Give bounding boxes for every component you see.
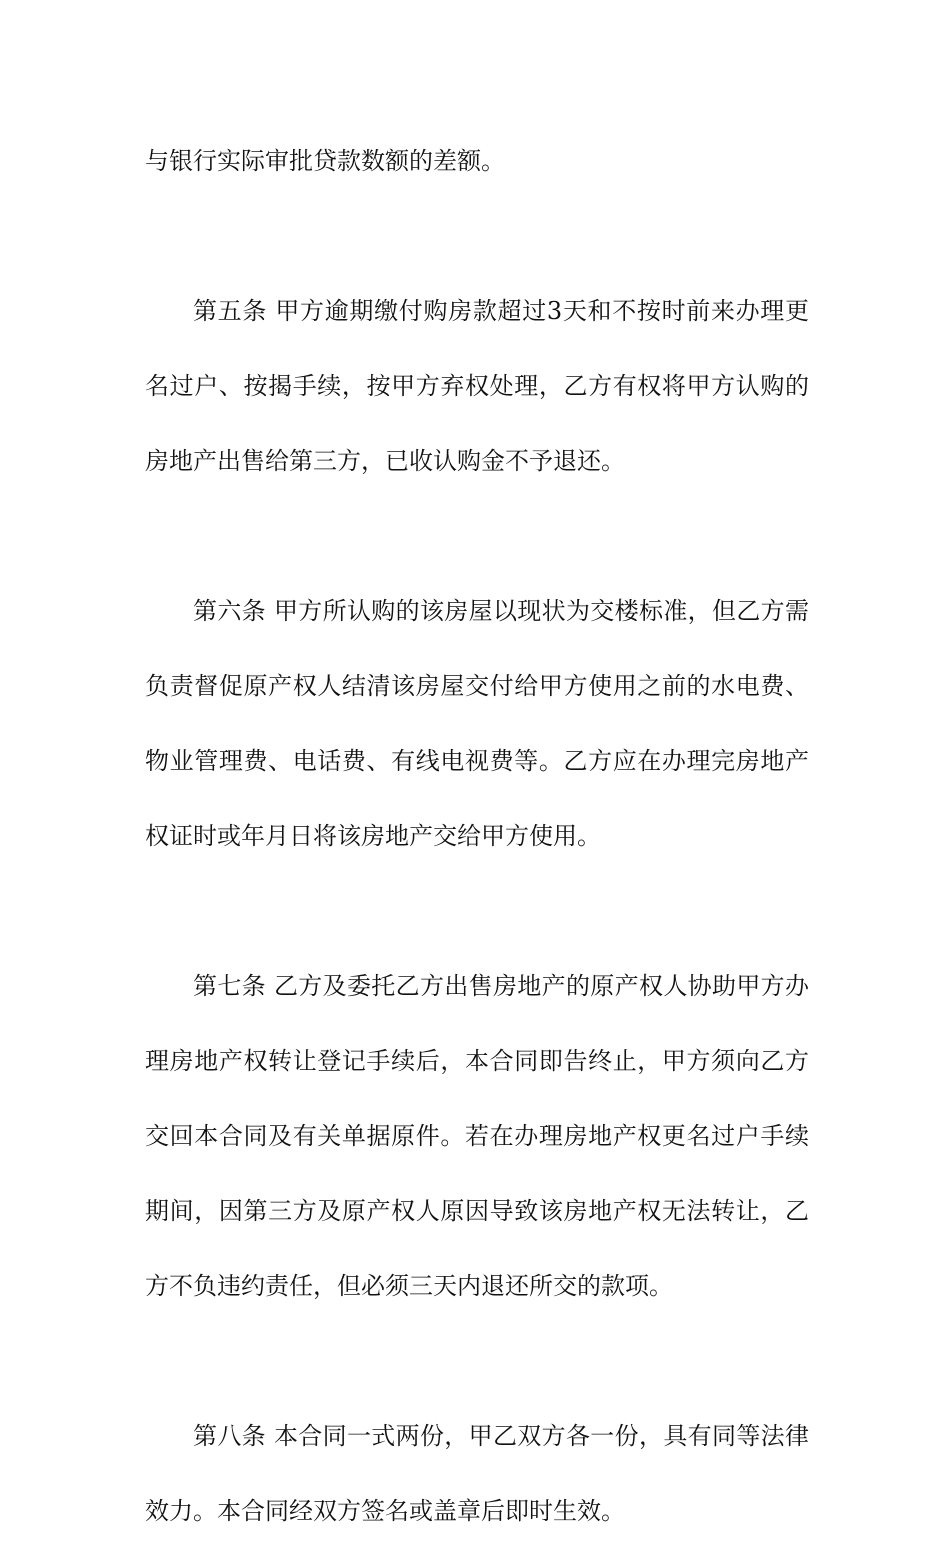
article-7-heading-line: 第七条 乙方及委托乙方出售房地产的原产权人协助甲方办 — [193, 972, 809, 1000]
article-8-heading-line: 第八条 本合同一式两份，甲乙双方各一份，具有同等法律 — [193, 1422, 809, 1450]
text-line: 权证时或年月日将该房地产交给甲方使用。 — [145, 822, 601, 850]
article-5-heading-line: 第五条 甲方逾期缴付购房款超过3天和不按时前来办理更 — [193, 297, 809, 325]
blank-line — [145, 874, 809, 949]
text-line: 物业管理费、电话费、有线电视费等。乙方应在办理完房地产 — [145, 747, 809, 775]
blank-line — [145, 1324, 809, 1399]
text-line: 负责督促原产权人结清该房屋交付给甲方使用之前的水电费、 — [145, 672, 809, 700]
text-line: 期间，因第三方及原产权人原因导致该房地产权无法转让，乙 — [145, 1197, 809, 1225]
text-line: 方不负违约责任，但必须三天内退还所交的款项。 — [145, 1272, 673, 1300]
text-line: 效力。本合同经双方签名或盖章后即时生效。 — [145, 1497, 625, 1525]
text-line: 交回本合同及有关单据原件。若在办理房地产权更名过户手续 — [145, 1122, 809, 1150]
blank-line — [145, 199, 809, 274]
text-line: 名过户、按揭手续，按甲方弃权处理，乙方有权将甲方认购的 — [145, 372, 809, 400]
text-line: 与银行实际审批贷款数额的差额。 — [145, 147, 505, 175]
text-line: 理房地产权转让登记手续后，本合同即告终止，甲方须向乙方 — [145, 1047, 809, 1075]
blank-line — [145, 499, 809, 574]
contract-text — [145, 124, 809, 1549]
article-6-heading-line: 第六条 甲方所认购的该房屋以现状为交楼标准，但乙方需 — [193, 597, 809, 625]
text-line: 房地产出售给第三方，已收认购金不予退还。 — [145, 447, 625, 475]
